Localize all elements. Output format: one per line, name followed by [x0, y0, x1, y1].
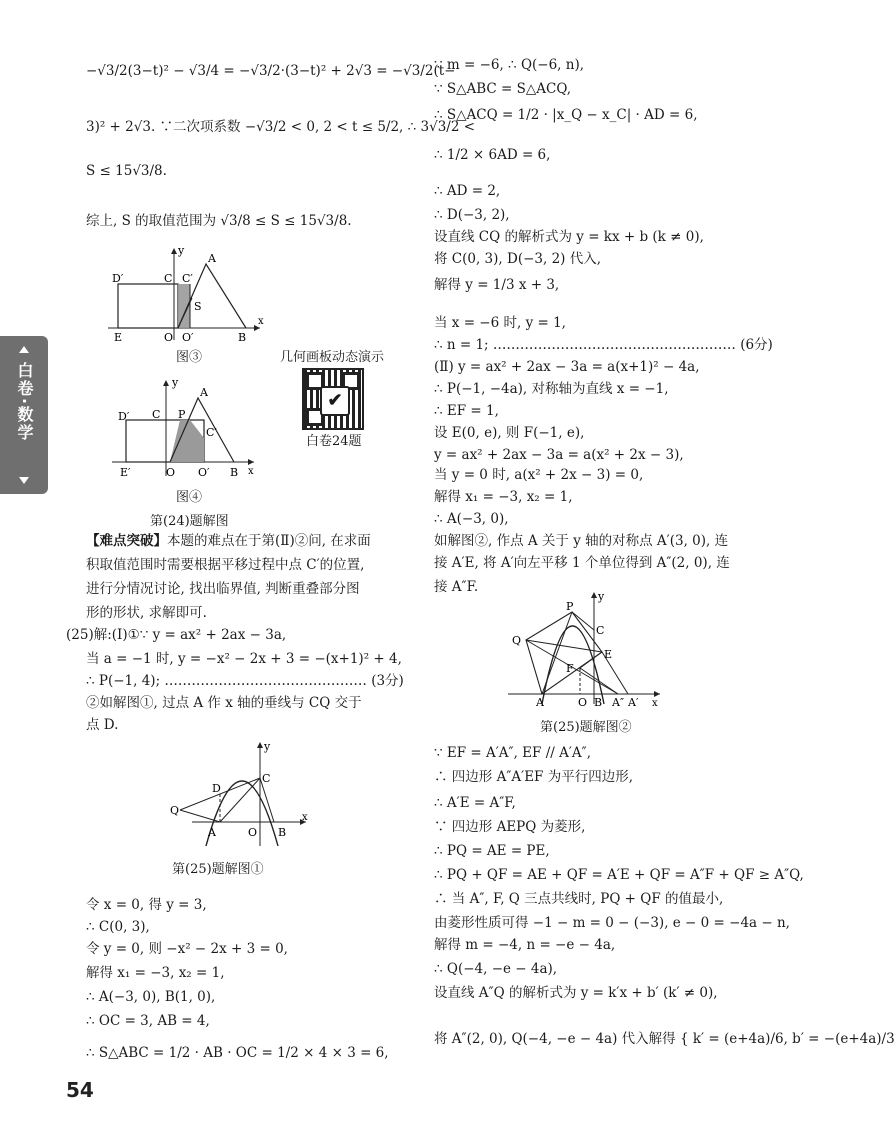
svg-text:B: B	[278, 826, 287, 839]
svg-text:P: P	[566, 600, 574, 613]
svg-text:x: x	[258, 316, 264, 327]
right-bottom-line-7: ∴ 当 A″, F, Q 三点共线时, PQ + QF 的值最小,	[434, 891, 724, 907]
svg-text:y: y	[598, 590, 605, 603]
right-top-line-17: 当 y = 0 时, a(x² + 2x − 3) = 0,	[434, 467, 644, 483]
right-bottom-line-3: ∴ A′E = A″F,	[434, 795, 516, 811]
svg-text:E: E	[604, 648, 613, 661]
svg-text:x: x	[302, 812, 308, 823]
subject-side-tab	[0, 336, 48, 494]
qr-code[interactable]	[302, 368, 364, 430]
left-after-1: 令 x = 0, 得 y = 3,	[86, 897, 207, 913]
right-top-line-22: 接 A″F.	[434, 579, 479, 595]
fig25-2-caption: 第(25)题解图②	[540, 720, 632, 735]
right-top-line-14: ∴ EF = 1,	[434, 403, 499, 419]
left-line-2: 3)² + 2√3. ∵二次项系数 −√3/2 < 0, 2 < t ≤ 5/2, ∴ 3√3/2 <	[86, 119, 476, 135]
svg-text:O: O	[164, 331, 174, 344]
right-top-line-19: ∴ A(−3, 0),	[434, 511, 509, 527]
svg-text:E: E	[114, 331, 123, 344]
check-icon: ✔	[320, 386, 350, 416]
qr-caption: 白卷24题	[306, 434, 362, 449]
breakthrough-line-3: 进行分情况讨论, 找出临界值, 判断重叠部分图	[86, 581, 360, 597]
left-line-3: S ≤ 15√3/8.	[86, 163, 167, 179]
right-bottom-line-4: ∵ 四边形 AEPQ 为菱形,	[434, 819, 586, 835]
right-top-line-7: 设直线 CQ 的解析式为 y = kx + b (k ≠ 0),	[434, 229, 704, 245]
svg-text:x: x	[248, 466, 254, 477]
right-top-line-8: 将 C(0, 3), D(−3, 2) 代入,	[434, 251, 602, 267]
arrow-down-icon	[19, 477, 29, 484]
right-top-line-6: ∴ D(−3, 2),	[434, 207, 510, 223]
left-after-7: ∴ S△ABC = 1/2 · AB · OC = 1/2 × 4 × 3 = 6,	[86, 1045, 389, 1061]
svg-text:F: F	[566, 662, 574, 675]
svg-text:x: x	[652, 698, 658, 709]
right-top-line-21: 接 A′E, 将 A′向左平移 1 个单位得到 A″(2, 0), 连	[434, 555, 730, 571]
q25-line-4: ②如解图①, 过点 A 作 x 轴的垂线与 CQ 交于	[86, 695, 362, 711]
right-top-line-11: ∴ n = 1; ……………………………………………… (6分)	[434, 337, 773, 353]
svg-text:A″: A″	[612, 696, 625, 709]
svg-text:E′: E′	[120, 466, 131, 479]
svg-text:C: C	[164, 272, 173, 285]
svg-text:O: O	[166, 466, 176, 479]
page-number: 54	[66, 1078, 94, 1102]
right-bottom-line-11: 设直线 A″Q 的解析式为 y = k′x + b′ (k′ ≠ 0),	[434, 985, 718, 1001]
right-top-line-4: ∴ 1/2 × 6AD = 6,	[434, 147, 551, 163]
svg-text:C′: C′	[182, 272, 193, 285]
right-bottom-line-12: 将 A″(2, 0), Q(−4, −e − 4a) 代入解得 { k′ = (e+4a)/6, b′ = −(e+4a)/3	[434, 1031, 895, 1047]
right-top-line-16: y = ax² + 2ax − 3a = a(x² + 2x − 3),	[434, 447, 684, 463]
svg-text:C: C	[262, 772, 271, 785]
svg-text:O: O	[248, 826, 258, 839]
svg-text:B: B	[230, 466, 239, 479]
svg-text:O: O	[578, 696, 588, 709]
right-top-line-1: ∵ m = −6, ∴ Q(−6, n),	[434, 57, 585, 73]
right-top-line-12: (Ⅱ) y = ax² + 2ax − 3a = a(x+1)² − 4a,	[434, 359, 700, 375]
q25-line-3: ∴ P(−1, 4); ……………………………………… (3分)	[86, 673, 404, 689]
svg-text:D′: D′	[112, 272, 124, 285]
right-bottom-line-8: 由菱形性质可得 −1 − m = 0 − (−3), e − 0 = −4a − n,	[434, 915, 790, 931]
left-after-6: ∴ OC = 3, AB = 4,	[86, 1013, 210, 1029]
q25-line-1: (25)解:(Ⅰ)①∵ y = ax² + 2ax − 3a,	[66, 627, 287, 643]
svg-text:O′: O′	[182, 331, 194, 344]
svg-text:Q: Q	[512, 634, 522, 647]
right-bottom-line-5: ∴ PQ = AE = PE,	[434, 843, 550, 859]
right-bottom-line-6: ∴ PQ + QF = AE + QF = A′E + QF = A″F + QF ≥ A″Q,	[434, 867, 804, 883]
left-after-3: 令 y = 0, 则 −x² − 2x + 3 = 0,	[86, 941, 288, 957]
right-bottom-line-2: ∴ 四边形 A″A′EF 为平行四边形,	[434, 769, 633, 785]
svg-text:B: B	[238, 331, 247, 344]
right-bottom-line-1: ∵ EF = A′A″, EF // A′A″,	[434, 745, 591, 761]
svg-text:A′: A′	[628, 696, 639, 709]
svg-text:O′: O′	[198, 466, 210, 479]
svg-text:S: S	[194, 300, 202, 313]
fig4-caption: 图④	[176, 490, 203, 505]
svg-text:y: y	[264, 740, 271, 753]
svg-text:D: D	[212, 782, 221, 795]
left-after-5: ∴ A(−3, 0), B(1, 0),	[86, 989, 216, 1005]
figure-4	[112, 376, 262, 482]
q25-line-2: 当 a = −1 时, y = −x² − 2x + 3 = −(x+1)² + 4,	[86, 651, 402, 667]
svg-text:A: A	[208, 252, 216, 265]
right-top-line-18: 解得 x₁ = −3, x₂ = 1,	[434, 489, 573, 505]
svg-text:y: y	[172, 376, 179, 389]
fig3-caption: 图③	[176, 350, 203, 365]
right-top-line-13: ∴ P(−1, −4a), 对称轴为直线 x = −1,	[434, 381, 669, 397]
q25-line-5: 点 D.	[86, 717, 119, 733]
right-top-line-5: ∴ AD = 2,	[434, 183, 501, 199]
arrow-up-icon	[19, 346, 29, 353]
right-top-line-2: ∵ S△ABC = S△ACQ,	[434, 81, 572, 97]
svg-text:B: B	[594, 696, 603, 709]
right-top-line-3: ∴ S△ACQ = 1/2 · |x_Q − x_C| · AD = 6,	[434, 107, 698, 123]
breakthrough-line-4: 形的形状, 求解即可.	[86, 605, 207, 621]
svg-text:A: A	[200, 386, 208, 399]
right-bottom-line-10: ∴ Q(−4, −e − 4a),	[434, 961, 558, 977]
right-top-line-9: 解得 y = 1/3 x + 3,	[434, 277, 560, 293]
svg-text:C: C	[152, 408, 161, 421]
right-top-line-20: 如解图②, 作点 A 关于 y 轴的对称点 A′(3, 0), 连	[434, 533, 729, 549]
svg-text:P: P	[178, 408, 186, 421]
svg-text:D′: D′	[118, 410, 130, 423]
figure-3	[108, 244, 268, 344]
breakthrough-line-1: 【难点突破】本题的难点在于第(Ⅱ)②问, 在求面	[86, 533, 371, 549]
svg-text:Q: Q	[170, 804, 180, 817]
breakthrough-label: 【难点突破】	[86, 533, 167, 549]
svg-text:C: C	[596, 624, 605, 637]
svg-text:A: A	[536, 696, 544, 709]
svg-text:C′: C′	[206, 426, 217, 439]
right-top-line-10: 当 x = −6 时, y = 1,	[434, 315, 566, 331]
left-after-2: ∴ C(0, 3),	[86, 919, 150, 935]
side-tab-label: 白卷·数学	[15, 362, 34, 443]
svg-text:y: y	[178, 244, 185, 257]
right-top-line-15: 设 E(0, e), 则 F(−1, e),	[434, 425, 585, 441]
figure-25-1	[166, 740, 316, 852]
left-after-4: 解得 x₁ = −3, x₂ = 1,	[86, 965, 225, 981]
figure-25-2	[508, 590, 668, 709]
svg-text:A: A	[208, 826, 216, 839]
breakthrough-line-2: 积取值范围时需要根据平移过程中点 C′的位置,	[86, 557, 365, 573]
fig25-1-caption: 第(25)题解图①	[172, 862, 264, 877]
fig24-caption: 第(24)题解图	[150, 514, 229, 529]
qr-title: 几何画板动态演示	[280, 350, 385, 365]
right-bottom-line-9: 解得 m = −4, n = −e − 4a,	[434, 937, 616, 953]
left-line-4: 综上, S 的取值范围为 √3/8 ≤ S ≤ 15√3/8.	[86, 213, 352, 229]
left-line-1: −√3/2(3−t)² − √3/4 = −√3/2·(3−t)² + 2√3 = −√3/2(t−	[86, 63, 456, 79]
